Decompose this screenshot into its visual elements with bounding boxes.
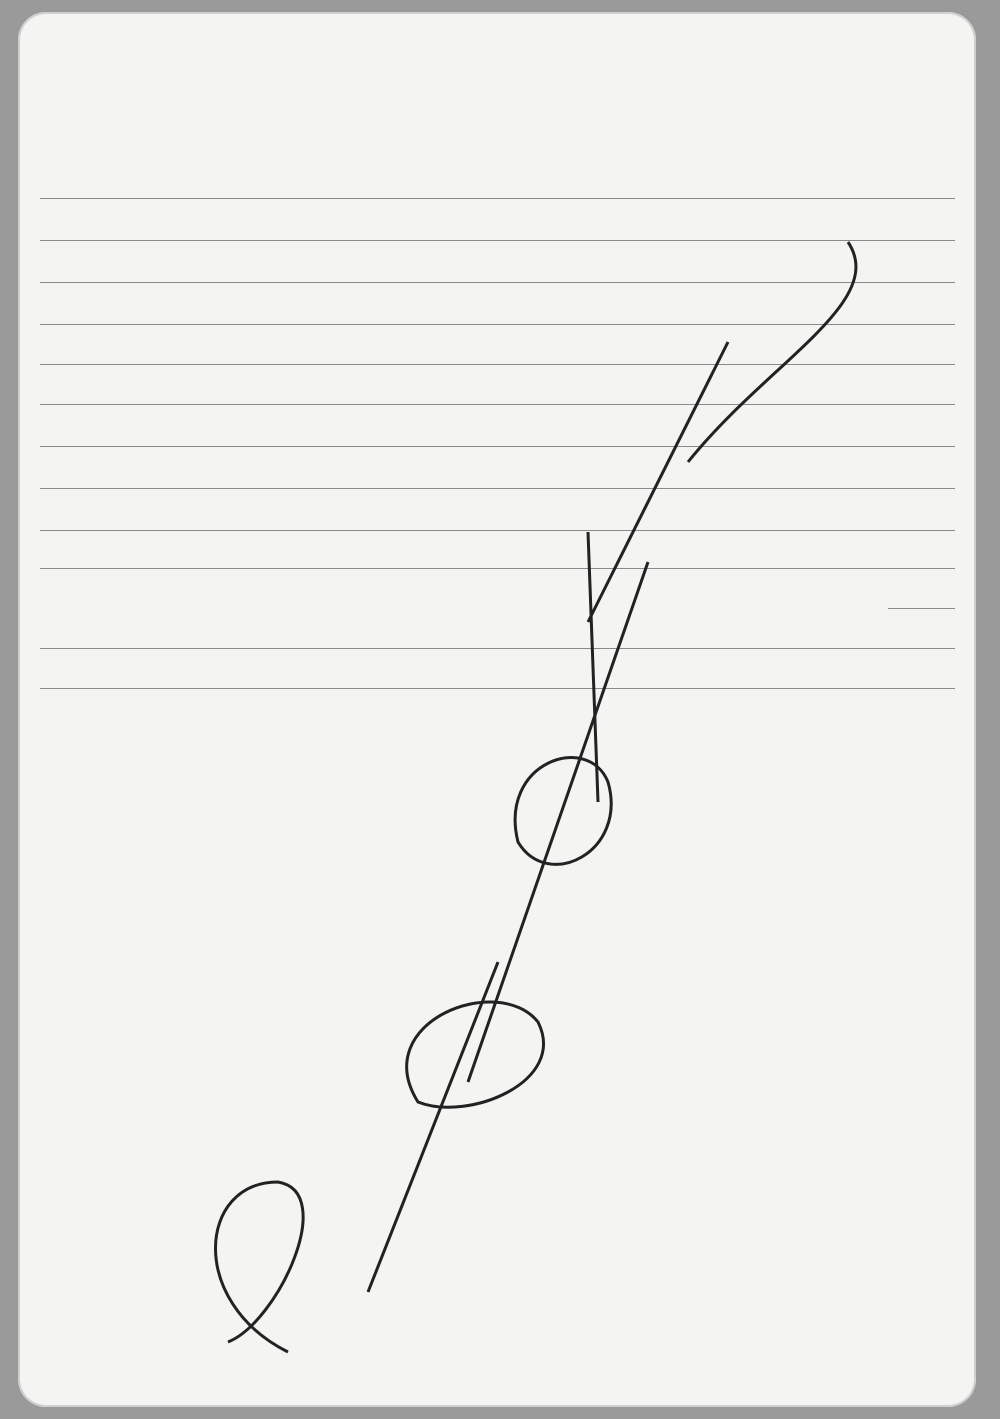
ruled-line xyxy=(40,240,955,241)
ruled-line xyxy=(40,530,955,531)
ruled-line xyxy=(40,324,955,325)
task-instruction xyxy=(82,692,952,730)
ruled-line xyxy=(40,488,955,489)
ruled-line xyxy=(40,282,955,283)
ruled-line xyxy=(888,608,955,609)
grade-handwriting-mark xyxy=(168,202,976,1402)
ruled-line xyxy=(40,364,955,365)
ruled-line xyxy=(40,198,955,199)
ruled-line xyxy=(40,404,955,405)
ruled-line xyxy=(40,688,955,689)
ruled-line xyxy=(40,446,955,447)
workbook-page xyxy=(18,12,976,1407)
ruled-line xyxy=(40,568,955,569)
ruled-line xyxy=(40,648,955,649)
